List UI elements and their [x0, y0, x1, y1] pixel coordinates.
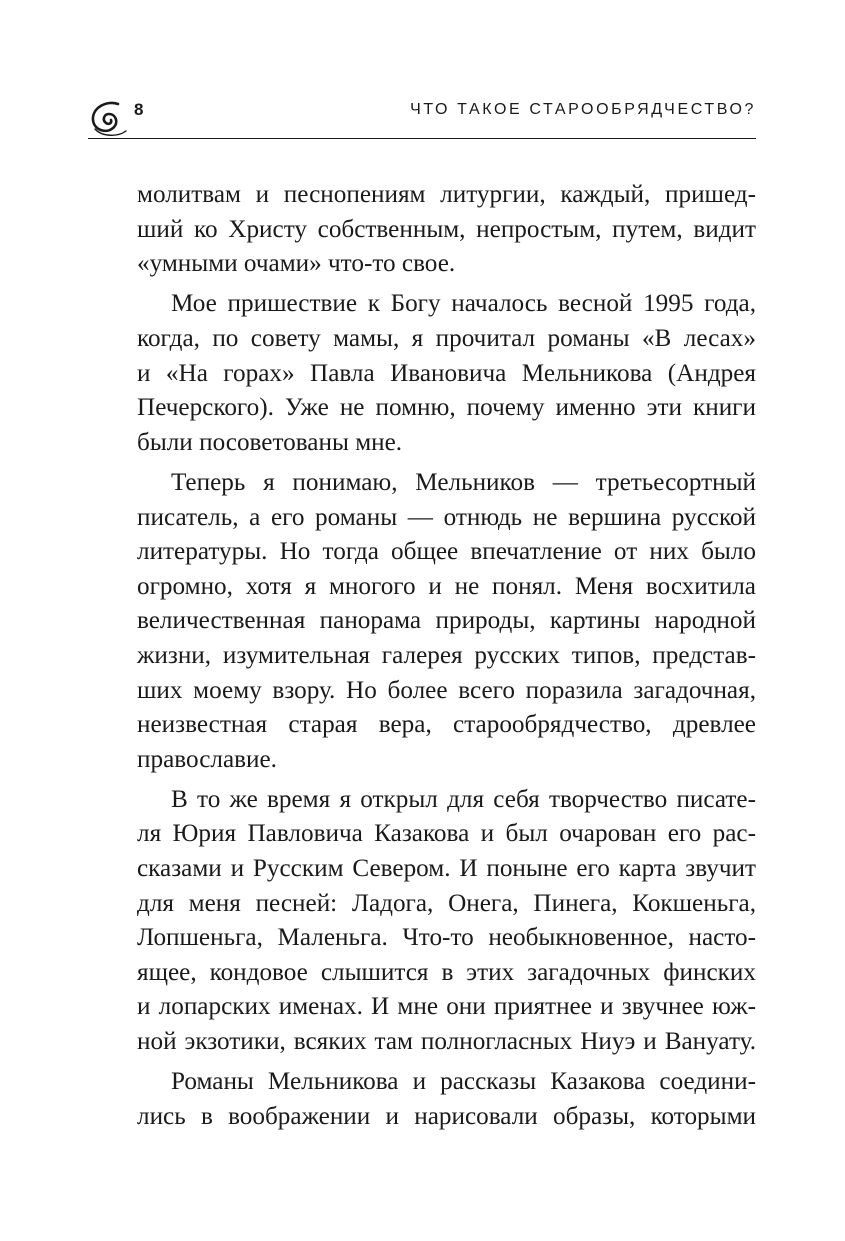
page-number: 8 — [134, 100, 144, 119]
text-line: православие. — [137, 745, 277, 773]
text-line: «умными очами» что-то свое. — [137, 250, 456, 278]
paragraph-4 — [137, 783, 756, 1060]
text-line: Романы Мельникова и рассказы Казакова соедини- — [171, 1068, 756, 1096]
text-line: сказами и Русским Севером. И поныне его карта звучит — [137, 855, 756, 883]
text-line: ший ко Христу собственным, непростым, путем, видит — [137, 215, 756, 243]
text-line: неизвестная старая вера, старообрядчество, древлее — [137, 711, 756, 739]
text-line: ной экзотики, всяких там полногласных Ниуэ и Вануату. — [137, 1028, 756, 1056]
paragraph-1 — [137, 178, 756, 282]
text-line: В то же время я открыл для себя творчество писате- — [171, 785, 756, 813]
text-line: Печерского). Уже не помню, почему именно эти книги — [137, 394, 756, 422]
paragraph-2 — [137, 287, 756, 460]
text-line: жизни, изумительная галерея русских типов, представ- — [137, 641, 756, 669]
text-line: ших моему взору. Но более всего поразила загадочная, — [137, 676, 756, 704]
text-line: литературы. Но тогда общее впечатление от них было — [137, 538, 756, 566]
text-line: лись в воображении и нарисовали образы, которыми — [137, 1102, 756, 1130]
swirl-ornament-icon — [88, 98, 128, 138]
text-line: огромно, хотя я многого и не понял. Меня восхитила — [137, 572, 756, 600]
text-line: молитвам и песнопениям литургии, каждый, пришед- — [137, 181, 756, 208]
text-line: величественная панорама природы, картины народной — [137, 607, 756, 635]
text-line: и лопарских именах. И мне они приятнее и звучнее юж- — [137, 993, 756, 1021]
body-text — [137, 178, 756, 1140]
paragraph-5 — [137, 1065, 756, 1134]
text-line: Мое пришествие к Богу началось весной 1995 года, — [171, 290, 756, 318]
text-line: ля Юрия Павловича Казакова и был очарован его рас- — [137, 820, 756, 848]
text-line: писатель, а его романы — отнюдь не вершина русской — [137, 503, 756, 531]
header-divider — [88, 138, 756, 139]
running-head — [88, 92, 756, 140]
paragraph-3 — [137, 466, 756, 777]
text-line: для меня песней: Ладога, Онега, Пинега, Кокшеньга, — [137, 889, 756, 917]
text-line: ящее, кондовое слышится в этих загадочных финских — [137, 958, 756, 986]
text-line: и «На горах» Павла Ивановича Мельникова (Андрея — [137, 359, 756, 387]
text-line: когда, по совету мамы, я прочитал романы «В лесах» — [137, 324, 756, 352]
text-line: были посоветованы мне. — [137, 428, 403, 456]
chapter-title: ЧТО ТАКОЕ СТАРООБРЯДЧЕСТВО? — [410, 101, 756, 118]
text-line: Теперь я понимаю, Мельников — третьесортный — [171, 468, 756, 496]
text-line: Лопшеньга, Маленьга. Что-то необыкновенное, насто- — [137, 924, 756, 952]
